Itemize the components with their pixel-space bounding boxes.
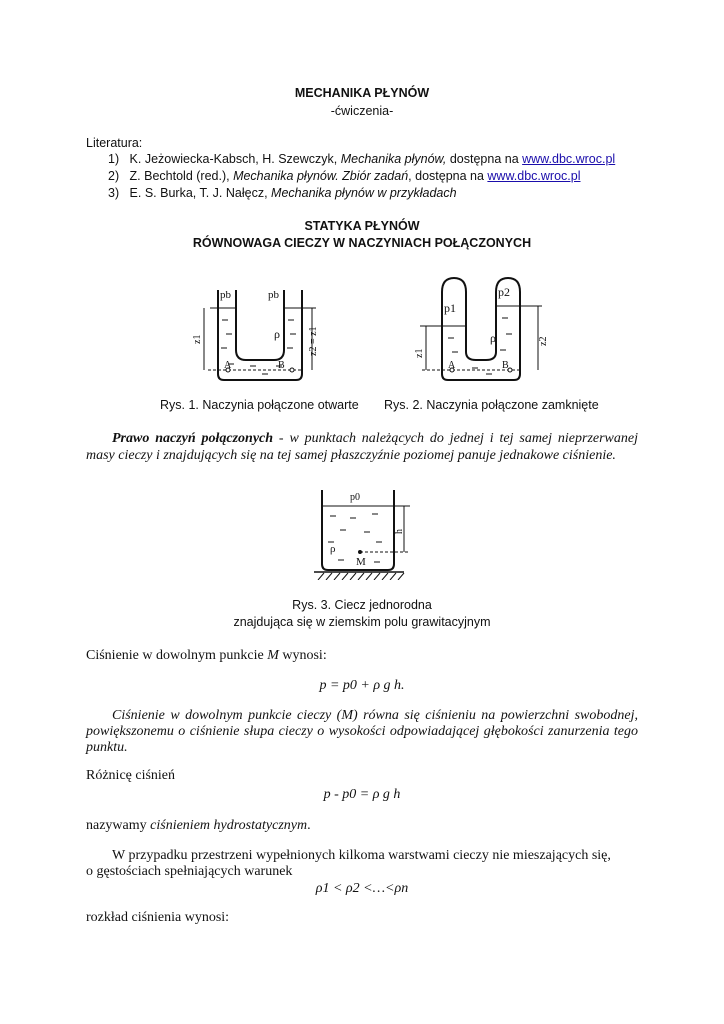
item-number: 1) [108,152,120,166]
figure-3-vessel [310,484,414,580]
intro-end: wynosi: [278,648,327,663]
item-authors: Z. Bechtold (red.), [129,169,234,183]
label-A: A [224,360,232,371]
label-B: B [502,360,509,371]
figure-1-caption: Rys. 1. Naczynia połączone otwarte [160,398,359,412]
label-p0: p0 [350,492,360,503]
item-title: Mechanika płynów. Zbiór zadań [233,169,409,183]
difference-label: Różnicę ciśnień [86,768,176,783]
label-A: A [448,360,456,371]
label-p2: p2 [498,285,510,299]
label-rho: ρ [274,327,280,341]
figure-3-caption-line-2: znajdująca się w ziemskim polu grawitacyjnym [233,615,491,629]
dbc-link[interactable]: www.dbc.wroc.pl [522,152,616,166]
item-number: 2) [108,169,120,183]
label-pb-right: pb [268,289,279,301]
page-subtitle: -ćwiczenia- [330,104,394,118]
literature-item-3 [108,186,457,200]
named-term: ciśnieniem hydrostatycznym [150,818,308,833]
section-title: STATYKA PŁYNÓW [304,219,420,233]
law-text: - w punktach należących do jednej i tej samej nieprzerwanej masy cieczy i znajdujących się na tej samej płaszczyźnie poziomej panuje jednakowe ciśnienie. [86,431,638,463]
item-authors: E. S. Burka, T. J. Nałęcz, [129,186,272,200]
intro-point: M [267,648,279,663]
item-authors: K. Jeżowiecka-Kabsch, H. Szewczyk, [129,152,341,166]
equation-1: p = p0 + ρ g h. [319,678,405,693]
named-end: . [307,818,311,833]
page-title: MECHANIKA PŁYNÓW [294,86,430,100]
pressure-intro [86,648,327,664]
figure-2-closed-vessels [410,272,550,386]
layers-line-1: W przypadku przestrzeni wypełnionych kilkoma warstwami cieczy nie mieszających się, [112,848,611,863]
label-h: h [394,529,405,534]
literature-heading: Literatura: [86,136,143,150]
named-line [86,818,311,834]
distribution-label: rozkład ciśnienia wynosi: [86,910,230,925]
pressure-statement: Ciśnienie w dowolnym punkcie cieczy (M) równa się ciśnieniu na powierzchni swobodnej, powiększonemu o ciśnienie słupa cieczy o wysokości odpowiadającej głębokości zanurzenia tego punktu. [86,708,638,755]
intro-text: Ciśnienie w dowolnym punkcie [86,648,268,663]
figure-2-caption: Rys. 2. Naczynia połączone zamknięte [384,398,599,412]
item-title: Mechanika płynów w przykładach [271,186,457,200]
item-number: 3) [108,186,120,200]
literature-item-2 [108,169,581,183]
section-subtitle: RÓWNOWAGA CIECZY W NACZYNIACH POŁĄCZONYCH [192,236,532,250]
label-z2-equals-z1: z2 = z1 [308,326,319,356]
label-rho: ρ [490,331,496,345]
label-B: B [278,360,285,371]
label-M: M [356,556,366,568]
figure-3-caption-line-1: Rys. 3. Ciecz jednorodna [292,598,432,612]
equation-3: ρ1 < ρ2 <…<ρn [315,881,409,896]
item-title: Mechanika płynów, [340,152,447,166]
label-z2: z2 [538,336,549,346]
figure-1-open-vessels [190,278,320,386]
label-p1: p1 [444,301,456,315]
item-text: dostępna na [446,152,523,166]
law-name: Prawo naczyń połączonych [112,431,274,446]
layers-line-2: o gęstościach spełniających warunek [86,864,293,879]
item-text: , dostępna na [408,169,488,183]
label-pb-left: pb [220,289,231,301]
literature-item-1 [108,152,615,166]
named-text: nazywamy [86,818,151,833]
equation-2: p - p0 = ρ g h [323,787,401,802]
law-paragraph [86,430,638,464]
label-z1: z1 [414,348,425,358]
dbc-link[interactable]: www.dbc.wroc.pl [487,169,581,183]
label-rho: ρ [330,543,336,555]
label-z1: z1 [192,334,203,344]
